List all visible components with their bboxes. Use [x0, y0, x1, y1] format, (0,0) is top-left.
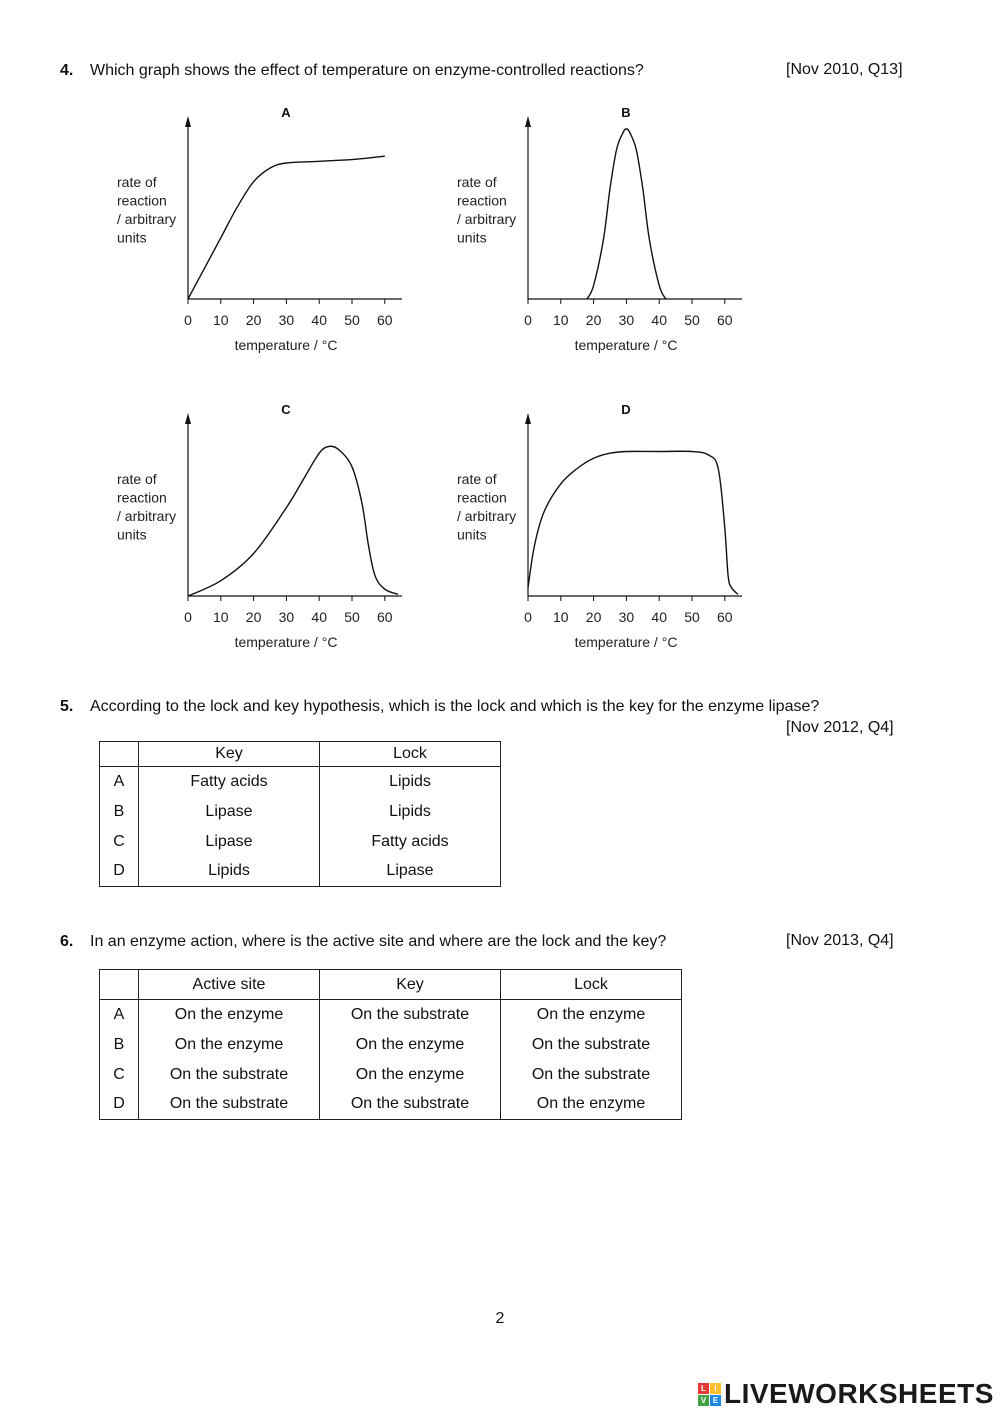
y-axis-label-line: rate of: [117, 174, 157, 190]
question-5: [60, 697, 819, 717]
liveworksheets-logo: [698, 1374, 994, 1414]
graph-title: C: [281, 402, 291, 417]
x-tick-label: 20: [245, 312, 262, 328]
x-tick-label: 20: [585, 312, 602, 328]
y-axis-arrow: [525, 116, 531, 127]
table-cell: A: [100, 1000, 139, 1030]
x-tick-label: 10: [553, 609, 569, 625]
table-cell: On the substrate: [320, 1090, 501, 1120]
graph-curve: [188, 446, 398, 596]
question-6-ref: [Nov 2013, Q4]: [786, 932, 894, 949]
table-header-row: [100, 970, 682, 1000]
question-5-ref: [Nov 2012, Q4]: [786, 719, 894, 736]
graph-curve: [587, 129, 666, 299]
question-4-ref: [Nov 2010, Q13]: [786, 61, 903, 78]
table-cell: Lipids: [320, 767, 501, 797]
question-6-text: In an enzyme action, where is the active site and where are the lock and the key?: [90, 933, 667, 950]
graph-title: B: [621, 105, 631, 120]
y-axis-label-line: units: [457, 526, 487, 543]
table-row: [100, 1090, 682, 1120]
table-cell: Fatty acids: [320, 827, 501, 857]
table-cell: Lipase: [320, 857, 501, 887]
question-6-table: [99, 969, 682, 1120]
x-tick-label: 60: [377, 312, 393, 328]
x-tick-label: 40: [651, 609, 667, 625]
graphs-figure: [0, 0, 1000, 680]
x-tick-label: 50: [344, 312, 360, 328]
table-cell: D: [100, 1090, 139, 1120]
x-tick-label: 30: [618, 312, 635, 328]
x-tick-label: 0: [184, 609, 192, 625]
page-number: 2: [495, 1310, 505, 1327]
table-header-cell: [100, 742, 139, 767]
table-row: [100, 1000, 682, 1030]
y-axis-label-line: reaction: [457, 489, 507, 506]
table-row: [100, 1030, 682, 1060]
question-5-table: [99, 741, 501, 887]
x-tick-label: 50: [684, 312, 700, 328]
y-axis-label-line: reaction: [117, 489, 167, 506]
x-tick-label: 10: [213, 312, 229, 328]
graph-b: [457, 105, 742, 353]
x-tick-label: 40: [651, 312, 667, 328]
table-header-cell: Key: [320, 970, 501, 1000]
y-axis-label-line: rate of: [117, 471, 157, 487]
question-5-text: According to the lock and key hypothesis, which is the lock and which is the key for the enzyme lipase?: [90, 698, 820, 715]
y-axis-arrow: [185, 116, 191, 127]
liveworksheets-brand: LIVEWORKSHEETS: [724, 1378, 994, 1409]
y-axis-label-line: reaction: [457, 192, 507, 209]
logo-tile: E: [710, 1395, 721, 1406]
x-axis-label: temperature / °C: [234, 337, 338, 353]
y-axis-arrow: [525, 413, 531, 424]
table-cell: Fatty acids: [139, 767, 320, 797]
graph-title: D: [621, 402, 631, 417]
table-cell: On the enzyme: [139, 1030, 320, 1060]
x-tick-label: 40: [311, 609, 327, 625]
question-6-number: 6.: [60, 933, 74, 950]
x-tick-label: 60: [717, 312, 733, 328]
table-cell: On the enzyme: [320, 1060, 501, 1090]
x-tick-label: 0: [184, 312, 192, 328]
question-5-number: 5.: [60, 698, 74, 715]
x-axis-label: temperature / °C: [574, 634, 678, 650]
graph-a: [117, 105, 402, 353]
logo-tile: V: [698, 1395, 709, 1406]
table-cell: D: [100, 857, 139, 887]
x-tick-label: 40: [311, 312, 327, 328]
logo-tile: L: [698, 1383, 709, 1394]
table-cell: On the substrate: [501, 1060, 682, 1090]
y-axis-label-line: rate of: [457, 174, 497, 190]
liveworksheets-icon: [698, 1383, 721, 1406]
y-axis-label-line: / arbitrary: [117, 211, 177, 227]
x-tick-label: 50: [684, 609, 700, 625]
table-row: [100, 857, 501, 887]
table-row: [100, 1060, 682, 1090]
table-cell: Lipase: [139, 797, 320, 827]
question-4-text: Which graph shows the effect of temperature on enzyme-controlled reactions?: [90, 62, 644, 79]
y-axis-label-line: units: [117, 526, 147, 543]
table-row: [100, 797, 501, 827]
table-cell: On the enzyme: [501, 1000, 682, 1030]
x-axis-label: temperature / °C: [574, 337, 678, 353]
x-tick-label: 0: [524, 312, 532, 328]
table-header-cell: Lock: [320, 742, 501, 767]
question-4-number: 4.: [60, 62, 74, 79]
table-header-cell: Lock: [501, 970, 682, 1000]
y-axis-arrow: [185, 413, 191, 424]
x-tick-label: 50: [344, 609, 360, 625]
table-cell: On the enzyme: [320, 1030, 501, 1060]
y-axis-label-line: / arbitrary: [117, 508, 177, 524]
x-tick-label: 20: [245, 609, 262, 625]
table-header-cell: Key: [139, 742, 320, 767]
table-row: [100, 827, 501, 857]
table-cell: Lipids: [139, 857, 320, 887]
graph-curve: [528, 451, 738, 594]
y-axis-label-line: units: [117, 229, 147, 246]
table-cell: On the substrate: [139, 1090, 320, 1120]
x-tick-label: 60: [377, 609, 393, 625]
table-cell: Lipids: [320, 797, 501, 827]
table-cell: B: [100, 1030, 139, 1060]
graph-c: [117, 402, 402, 650]
logo-tile: I: [710, 1383, 721, 1394]
table-cell: B: [100, 797, 139, 827]
table-cell: C: [100, 827, 139, 857]
table-header-cell: [100, 970, 139, 1000]
x-tick-label: 60: [717, 609, 733, 625]
graph-title: A: [281, 105, 291, 120]
table-cell: On the substrate: [139, 1060, 320, 1090]
x-tick-label: 20: [585, 609, 602, 625]
table-cell: Lipase: [139, 827, 320, 857]
graph-curve: [188, 156, 385, 299]
y-axis-label-line: units: [457, 229, 487, 246]
x-tick-label: 10: [213, 609, 229, 625]
x-tick-label: 10: [553, 312, 569, 328]
y-axis-label-line: / arbitrary: [457, 508, 517, 524]
y-axis-label-line: / arbitrary: [457, 211, 517, 227]
y-axis-label-line: reaction: [117, 192, 167, 209]
table-cell: On the substrate: [320, 1000, 501, 1030]
table-row: [100, 767, 501, 797]
table-cell: On the enzyme: [139, 1000, 320, 1030]
x-tick-label: 0: [524, 609, 532, 625]
table-cell: A: [100, 767, 139, 797]
y-axis-label-line: rate of: [457, 471, 497, 487]
table-cell: C: [100, 1060, 139, 1090]
table-header-row: [100, 742, 501, 767]
x-axis-label: temperature / °C: [234, 634, 338, 650]
table-header-cell: Active site: [139, 970, 320, 1000]
graph-d: [457, 402, 742, 650]
x-tick-label: 30: [278, 312, 295, 328]
question-6: [60, 932, 666, 952]
table-cell: On the enzyme: [501, 1090, 682, 1120]
x-tick-label: 30: [278, 609, 295, 625]
table-cell: On the substrate: [501, 1030, 682, 1060]
x-tick-label: 30: [618, 609, 635, 625]
